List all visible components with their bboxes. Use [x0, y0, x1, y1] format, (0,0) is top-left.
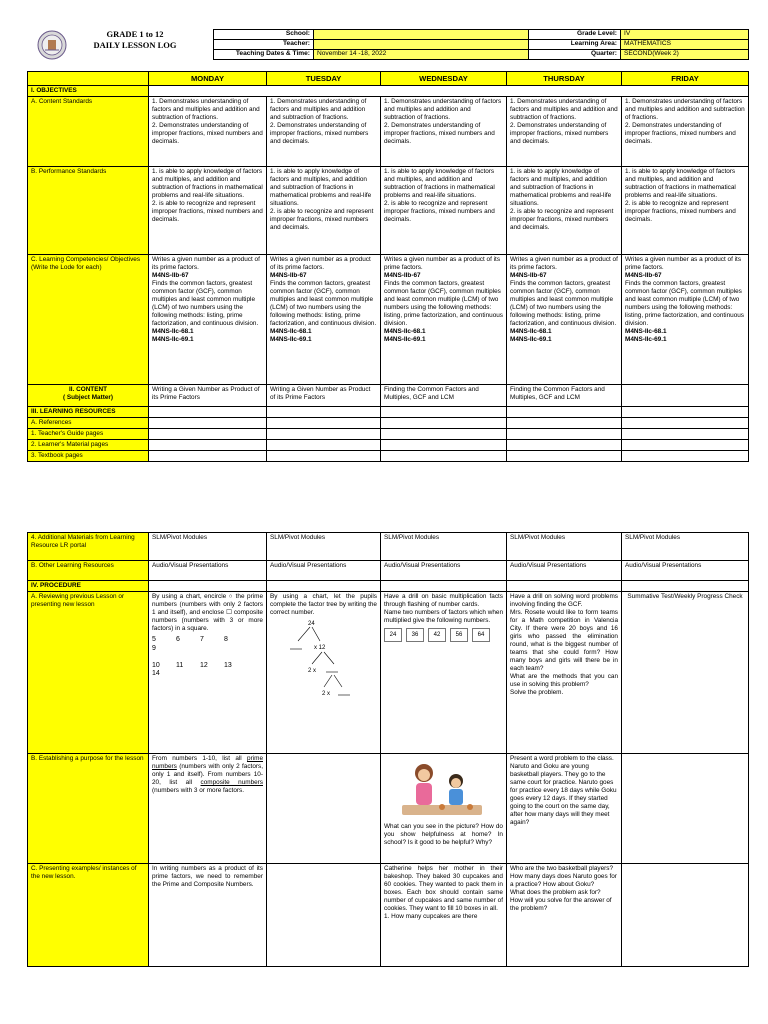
- additional-materials-friday: SLM/Pivot Modules: [622, 533, 749, 561]
- presenting-examples-wednesday: Catherine helps her mother in their bakeshop. They baked 30 cupcakes and 60 cookies. They wanted to pack them in boxes. Each box should contain same number of cupcakes and same number of cookies. They want to fill 10 boxes in all. 1. How many cupcakes are there: [381, 864, 507, 967]
- reviewing-lesson-friday: Summative Test/Weekly Progress Check: [622, 592, 749, 754]
- tree-node-3: 2 x: [322, 691, 331, 697]
- competency-code-1: M4NS-IIb-67: [152, 272, 189, 280]
- reviewing-lesson-wednesday: [381, 592, 507, 754]
- drill-instructions: Have a drill on basic multiplication facts through flashing of number cards. Name two numbers of factors which when multiplied give the following numbers.: [384, 593, 503, 624]
- other-resources-tuesday: Audio/Visual Presentations: [267, 561, 381, 581]
- competency-text-1: Writes a given number as a product of its prime factors.: [152, 256, 260, 272]
- purpose-text-2: (numbers with only 2 factors, only 1 and itself). From numbers 10-20, list all: [152, 763, 263, 786]
- performance-standards-thursday: 1. is able to apply knowledge of factors and multiples, and addition and subtraction of fractions in mathematical problems and real-life situations. 2. is able to recognize and represent improper fractions, mixed numbers and decimals.: [507, 167, 622, 255]
- content-friday: [622, 385, 749, 407]
- content-standards-thursday: 1. Demonstrates understanding of factors and multiples and addition and subtraction of fractions. 2. Demonstrates understanding of improper fractions, mixed numbers and decimals.: [507, 97, 622, 167]
- tree-root: 24: [308, 621, 315, 627]
- competency-code-1: M4NS-IIb-67: [384, 272, 421, 280]
- quarter-value: SECOND(Week 2): [621, 50, 749, 60]
- prime-composite-instructions: By using a chart, encircle ○ the prime numbers (numbers with only 2 factors 1 and itself), and enclose ☐ composite numbers (numbers with 3 or more factors) in a square.: [152, 593, 263, 632]
- day-monday: MONDAY: [149, 72, 267, 86]
- teaching-dates-label: Teaching Dates & Time:: [214, 50, 314, 60]
- tree-node-1: x 12: [314, 645, 326, 651]
- content-tuesday: Writing a Given Number as Product of its Prime Factors: [267, 385, 381, 407]
- performance-standards-label: B. Performance Standards: [28, 167, 149, 255]
- other-resources-label: B. Other Learning Resources: [28, 561, 149, 581]
- performance-standards-tuesday: 1. is able to apply knowledge of factors and multiples, and addition and subtraction of fractions in mathematical problems and real-life situations. 2. is able to recognize and represent improper fractions, mixed numbers and decimals.: [267, 167, 381, 255]
- other-resources-thursday: Audio/Visual Presentations: [507, 561, 622, 581]
- additional-materials-wednesday: SLM/Pivot Modules: [381, 533, 507, 561]
- lesson-log-table-part1: [27, 71, 748, 462]
- competency-text-2: Finds the common factors, greatest common factor (GCF), common multiples and least common multiple (LCM) of two numbers using the following methods: listing, prime factorization, and continuous division.: [510, 280, 617, 328]
- reviewing-lesson-tuesday: [267, 592, 381, 754]
- learning-competencies-label: C. Learning Competencies/ Objectives (Write the Lode for each): [28, 255, 149, 385]
- number-card: 64: [472, 628, 490, 642]
- number-row-2: [152, 662, 263, 680]
- objectives-heading-fill: [149, 86, 749, 97]
- competency-text-2: Finds the common factors, greatest common factor (GCF), common multiples and least common multiple (LCM) of two numbers using the following methods: listing, prime factorization, and continuous division.: [384, 280, 504, 328]
- content-wednesday: Finding the Common Factors and Multiples, GCF and LCM: [381, 385, 507, 407]
- establishing-purpose-monday: [149, 754, 267, 864]
- competency-text-1: Writes a given number as a product of its prime factors.: [270, 256, 371, 272]
- competency-code-2: M4NS-IIc-68.1: [384, 328, 426, 336]
- deped-seal-logo: [37, 30, 67, 60]
- number-card: 42: [428, 628, 446, 642]
- document-title: [80, 29, 190, 51]
- reviewing-lesson-thursday: Have a drill on solving word problems involving finding the GCF. Mrs. Rosete would like to form teams for a Math competition in Valencia City. If there were 20 boys and 16 girls who passed the elimination round, what is the biggest number of teams that she could form? How many boys and girls will there be in each team? What are the methods that you can use in solving this problem? Solve the problem.: [507, 592, 622, 754]
- number-cell: 13: [224, 661, 232, 669]
- procedure-heading: IV. PROCEDURE: [28, 581, 149, 592]
- competency-code-3: M4NS-IIc-69.1: [152, 336, 194, 344]
- performance-standards-wednesday: 1. is able to apply knowledge of factors and multiples, and addition and subtraction of fractions in mathematical problems and real-life situations. 2. is able to recognize and represent improper fractions, mixed numbers and decimals.: [381, 167, 507, 255]
- family-baking-illustration: [384, 755, 500, 823]
- content-heading: II. CONTENT ( Subject Matter): [28, 385, 149, 407]
- school-value: [314, 30, 529, 40]
- number-row-1: [152, 636, 263, 654]
- composite-numbers-term: composite numbers: [200, 779, 263, 786]
- presenting-examples-monday: In writing numbers as a product of its prime factors, we need to remember the Prime and Composite Numbers.: [149, 864, 267, 967]
- content-thursday: Finding the Common Factors and Multiples, GCF and LCM: [507, 385, 622, 407]
- learning-competencies-friday: [622, 255, 749, 385]
- competency-code-2: M4NS-IIc-68.1: [510, 328, 552, 336]
- learning-competencies-wednesday: [381, 255, 507, 385]
- learning-competencies-thursday: [507, 255, 622, 385]
- number-card: 24: [384, 628, 402, 642]
- day-friday: FRIDAY: [622, 72, 749, 86]
- competency-text-2: Finds the common factors, greatest common factor (GCF), common multiples and least common multiple (LCM) of two numbers using the following methods: listing, prime factorization, and continuous division.: [270, 280, 377, 328]
- establishing-purpose-wednesday: [381, 754, 507, 864]
- competency-code-3: M4NS-IIc-69.1: [384, 336, 426, 344]
- references-label: A. References: [28, 418, 149, 429]
- number-cell: 10: [152, 661, 160, 669]
- additional-materials-tuesday: SLM/Pivot Modules: [267, 533, 381, 561]
- content-standards-monday: 1. Demonstrates understanding of factors and multiples and addition and subtraction of fractions. 2. Demonstrates understanding of improper fractions, mixed numbers and decimals.: [149, 97, 267, 167]
- number-cell: 14: [152, 670, 160, 678]
- grade-level-value: IV: [621, 30, 749, 40]
- competency-code-3: M4NS-IIc-69.1: [270, 336, 312, 344]
- day-wednesday: WEDNESDAY: [381, 72, 507, 86]
- competency-text-1: Writes a given number as a product of its prime factors.: [384, 256, 501, 272]
- performance-standards-friday: 1. is able to apply knowledge of factors and multiples, and addition and subtraction of fractions in mathematical problems and real-life situations. 2. is able to recognize and represent improper fractions, mixed numbers and decimals.: [622, 167, 749, 255]
- teaching-dates-value: November 14 -18, 2022: [314, 50, 529, 60]
- number-cell: 5: [152, 636, 156, 643]
- number-cell: 11: [176, 661, 184, 669]
- factor-tree-instructions: By using a chart, let the pupils complete the factor tree by writing the correct number.: [270, 593, 377, 616]
- header-info: [213, 29, 748, 60]
- number-cell: 8: [224, 636, 228, 643]
- presenting-examples-thursday: Who are the two basketball players? How many days does Naruto goes for a practice? How about Goku? What does the problem ask for? How will you solve for the answer of the problem?: [507, 864, 622, 967]
- reviewing-lesson-monday: [149, 592, 267, 754]
- grade-level-label: Grade Level:: [529, 30, 621, 40]
- learning-area-value: MATHEMATICS: [621, 40, 749, 50]
- teachers-guide-label: 1. Teacher's Guide pages: [28, 429, 149, 440]
- purpose-text-1: From numbers 1-10, list all: [152, 755, 242, 762]
- teacher-label: Teacher:: [214, 40, 314, 50]
- other-resources-wednesday: Audio/Visual Presentations: [381, 561, 507, 581]
- presenting-examples-tuesday: [267, 864, 381, 967]
- picture-questions: What can you see in the picture? How do you show helpfulness at home? In school? Is it good to be helpful? Why?: [384, 823, 503, 846]
- reviewing-lesson-label: A. Reviewing previous Lesson or presenting new lesson: [28, 592, 149, 754]
- competency-code-3: M4NS-IIc-69.1: [510, 336, 552, 344]
- establishing-purpose-thursday: Present a word problem to the class. Naruto and Goku are young basketball players. They go to the same court for practice. Naruto goes for practice every 18 days while Goku goes every 12 days. If they started going to the court on the same day, after how many days will they meet again?: [507, 754, 622, 864]
- learning-area-label: Learning Area:: [529, 40, 621, 50]
- content-standards-friday: 1. Demonstrates understanding of factors and multiples and addition and subtraction of fractions. 2. Demonstrates understanding of improper fractions, mixed numbers and decimals.: [622, 97, 749, 167]
- competency-code-2: M4NS-IIc-68.1: [625, 328, 667, 336]
- competency-text-1: Writes a given number as a product of its prime factors.: [510, 256, 618, 272]
- prime-numbers-term: prime numbers: [152, 755, 263, 770]
- competency-code-1: M4NS-IIb-67: [510, 272, 547, 280]
- title-line-1: GRADE 1 to 12: [106, 29, 164, 39]
- factor-tree-diagram: [270, 617, 370, 702]
- number-cell: 12: [200, 661, 208, 669]
- school-label: School:: [214, 30, 314, 40]
- number-card: 36: [406, 628, 424, 642]
- quarter-label: Quarter:: [529, 50, 621, 60]
- competency-code-3: M4NS-IIc-69.1: [625, 336, 667, 344]
- number-cards: [384, 628, 503, 642]
- teacher-value: [314, 40, 529, 50]
- purpose-text-3: (numbers with 3 or more factors.: [152, 787, 244, 794]
- lesson-log-table-part2: [27, 532, 748, 967]
- objectives-heading: I. OBJECTIVES: [28, 86, 149, 97]
- presenting-examples-friday: [622, 864, 749, 967]
- competency-code-1: M4NS-IIb-67: [270, 272, 307, 280]
- competency-text-2: Finds the common factors, greatest common factor (GCF), common multiples and least common multiple (LCM) of two numbers using the following methods: listing, prime factorization, and continuous division.: [152, 280, 259, 328]
- competency-code-2: M4NS-IIc-68.1: [270, 328, 312, 336]
- learners-material-label: 2. Learner's Material pages: [28, 440, 149, 451]
- competency-text-1: Writes a given number as a product of its prime factors.: [625, 256, 742, 272]
- other-resources-monday: Audio/Visual Presentations: [149, 561, 267, 581]
- competency-code-1: M4NS-IIb-67: [625, 272, 662, 280]
- presenting-examples-label: C. Presenting examples/ instances of the new lesson.: [28, 864, 149, 967]
- title-line-2: DAILY LESSON LOG: [93, 40, 177, 50]
- number-card: 56: [450, 628, 468, 642]
- content-monday: Writing a Given Number as Product of its Prime Factors: [149, 385, 267, 407]
- day-tuesday: TUESDAY: [267, 72, 381, 86]
- additional-materials-monday: SLM/Pivot Modules: [149, 533, 267, 561]
- textbook-pages-label: 3. Textbook pages: [28, 451, 149, 462]
- competency-text-2: Finds the common factors, greatest common factor (GCF), common multiples and least common multiple (LCM) of two numbers using the following methods: listing, prime factorization, and continuous division.: [625, 280, 745, 328]
- tree-node-2: 2 x: [308, 668, 317, 674]
- learning-competencies-monday: [149, 255, 267, 385]
- learning-resources-heading: III. LEARNING RESOURCES: [28, 407, 149, 418]
- content-standards-tuesday: 1. Demonstrates understanding of factors and multiples and addition and subtraction of fractions. 2. Demonstrates understanding of improper fractions, mixed numbers and decimals.: [267, 97, 381, 167]
- number-cell: 6: [176, 636, 180, 643]
- performance-standards-monday: 1. is able to apply knowledge of factors and multiples, and addition and subtraction of fractions in mathematical problems and real-life situations. 2. is able to recognize and represent improper fractions, mixed numbers and decimals.: [149, 167, 267, 255]
- corner-cell: [28, 72, 149, 86]
- day-thursday: THURSDAY: [507, 72, 622, 86]
- content-standards-wednesday: 1. Demonstrates understanding of factors and multiples and addition and subtraction of fractions. 2. Demonstrates understanding of improper fractions, mixed numbers and decimals.: [381, 97, 507, 167]
- additional-materials-thursday: SLM/Pivot Modules: [507, 533, 622, 561]
- number-cell: 7: [200, 636, 204, 643]
- other-resources-friday: Audio/Visual Presentations: [622, 561, 749, 581]
- number-cell: 9: [152, 644, 156, 652]
- learning-competencies-tuesday: [267, 255, 381, 385]
- establishing-purpose-friday: [622, 754, 749, 864]
- competency-code-2: M4NS-IIc-68.1: [152, 328, 194, 336]
- establishing-purpose-tuesday: [267, 754, 381, 864]
- establishing-purpose-label: B. Establishing a purpose for the lesson: [28, 754, 149, 864]
- additional-materials-label: 4. Additional Materials from Learning Resource LR portal: [28, 533, 149, 561]
- content-standards-label: A. Content Standards: [28, 97, 149, 167]
